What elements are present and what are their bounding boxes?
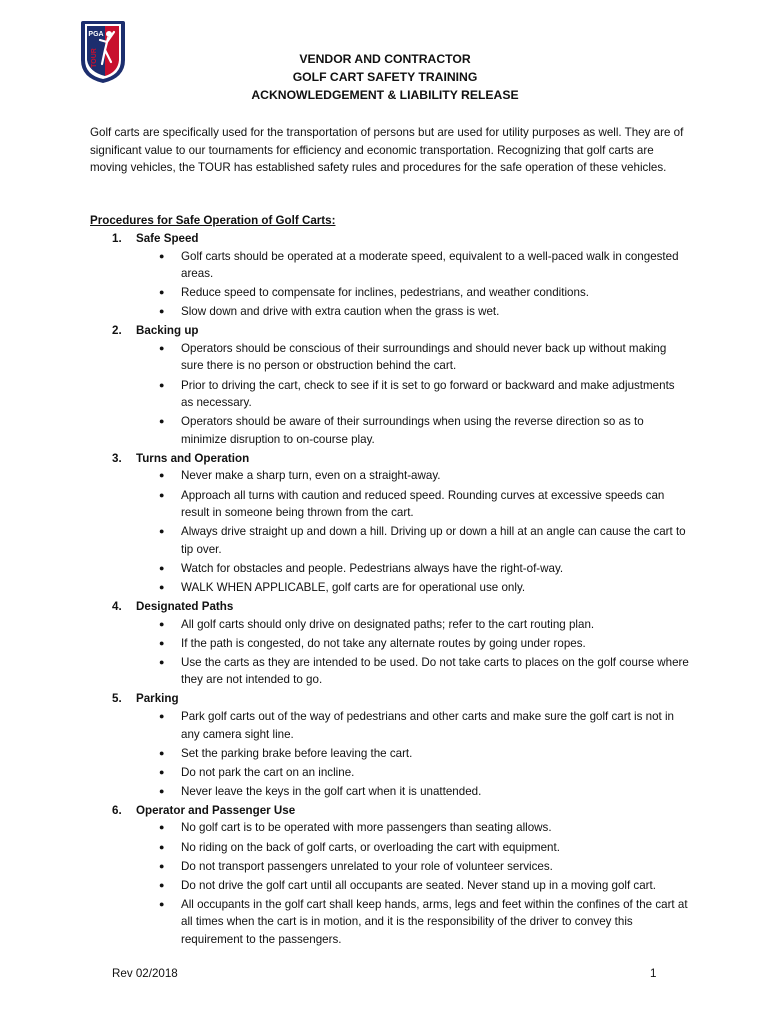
section-title-text: Backing up — [136, 324, 199, 338]
bullet-icon: ● — [159, 860, 165, 871]
section-title-text: Operator and Passenger Use — [136, 803, 296, 817]
bullet-icon: ● — [159, 898, 165, 909]
list-item-text: Set the parking brake before leaving the cart. — [181, 746, 413, 760]
list-item-text: Never leave the keys in the golf cart when it is unattended. — [181, 784, 482, 798]
section-title — [90, 802, 690, 820]
bullet-icon: ● — [159, 618, 165, 629]
section-title — [90, 690, 690, 708]
list-item-text: Approach all turns with caution and reduced speed. Rounding curves at excessive speeds can result in someone being thrown from the cart. — [181, 488, 665, 520]
list-item — [90, 340, 690, 375]
list-item — [90, 413, 690, 448]
title-line-1: VENDOR AND CONTRACTOR — [299, 52, 471, 66]
list-item-text: Do not transport passengers unrelated to your role of volunteer services. — [181, 859, 553, 873]
procedures-heading: Procedures for Safe Operation of Golf Carts: — [90, 214, 336, 227]
list-item-text: Park golf carts out of the way of pedestrians and other carts and make sure the golf cart is not in any camera sight line. — [181, 709, 674, 741]
list-item — [90, 523, 690, 558]
document-title — [0, 50, 770, 104]
bullet-icon: ● — [159, 785, 165, 796]
procedures — [90, 212, 690, 950]
list-item-text: Reduce speed to compensate for inclines, pedestrians, and weather conditions. — [181, 286, 589, 300]
list-item-text: Operators should be conscious of their surroundings and should never back up without making sure there is no person or obstruction behind the cart. — [181, 341, 667, 373]
intro-paragraph: Golf carts are specifically used for the transportation of persons but are used for utility purposes as well. They are of significant value to our tournaments for efficiency and economic transportation. Recognizing that golf carts are moving vehicles, the TOUR has established safety rules and procedures for the safe operation of these vehicles. — [90, 126, 684, 174]
section-2 — [90, 322, 690, 448]
list-item — [90, 896, 690, 949]
bullet-icon: ● — [159, 710, 165, 721]
bullet-list — [90, 616, 690, 689]
section-title-text: Designated Paths — [136, 600, 234, 614]
list-item — [90, 877, 690, 895]
list-item — [90, 783, 690, 801]
section-number: 1. — [112, 232, 122, 245]
section-title — [90, 322, 690, 340]
bullet-icon: ● — [159, 822, 165, 833]
bullet-icon: ● — [159, 489, 165, 500]
bullet-icon: ● — [159, 287, 165, 298]
section-title-text: Turns and Operation — [136, 451, 250, 465]
section-number: 6. — [112, 803, 122, 817]
section-4 — [90, 598, 690, 689]
list-item — [90, 579, 690, 597]
list-item — [90, 467, 690, 485]
bullet-icon: ● — [159, 582, 165, 592]
bullet-list — [90, 248, 690, 321]
list-item-text: If the path is congested, do not take any alternate routes by going under ropes. — [181, 636, 586, 650]
list-item-text: Watch for obstacles and people. Pedestrians always have the right-of-way. — [181, 561, 564, 575]
bullet-icon: ● — [159, 306, 165, 317]
list-item-text: Always drive straight up and down a hill. Driving up or down a hill at an angle can cause the cart to tip over. — [181, 525, 686, 556]
bullet-list — [90, 467, 690, 596]
list-item — [90, 654, 690, 689]
section-title — [90, 230, 690, 248]
list-item — [90, 616, 690, 634]
title-line-3: ACKNOWLEDGEMENT & LIABILITY RELEASE — [251, 88, 519, 102]
logo-tour-text: TOUR — [91, 48, 98, 68]
list-item-text: No golf cart is to be operated with more passengers than seating allows. — [181, 821, 552, 835]
section-title — [90, 598, 690, 616]
list-item-text: Slow down and drive with extra caution when the grass is wet. — [181, 305, 500, 319]
bullet-icon: ● — [159, 526, 165, 537]
footer-revision: Rev 02/2018 — [112, 967, 178, 980]
section-number: 4. — [112, 600, 122, 614]
list-item — [90, 560, 690, 578]
list-item — [90, 248, 690, 283]
list-item-text: No riding on the back of golf carts, or overloading the cart with equipment. — [181, 840, 560, 854]
bullet-icon: ● — [159, 379, 165, 390]
list-item — [90, 303, 690, 321]
section-title-text: Safe Speed — [136, 232, 199, 245]
bullet-icon: ● — [159, 747, 165, 758]
section-5 — [90, 690, 690, 800]
bullet-icon: ● — [159, 656, 165, 667]
bullet-icon: ● — [159, 841, 165, 852]
list-item — [90, 858, 690, 876]
bullet-icon: ● — [159, 637, 165, 648]
list-item — [90, 635, 690, 653]
section-6 — [90, 802, 690, 949]
list-item — [90, 764, 690, 782]
section-number: 5. — [112, 692, 122, 706]
bullet-icon: ● — [159, 766, 165, 777]
footer-page-number: 1 — [650, 967, 657, 980]
list-item — [90, 487, 690, 522]
bullet-icon: ● — [159, 470, 165, 481]
section-number: 3. — [112, 451, 122, 465]
list-item — [90, 377, 690, 412]
bullet-list — [90, 708, 690, 800]
sections-list — [90, 230, 690, 949]
list-item — [90, 839, 690, 857]
section-title — [90, 450, 690, 468]
bullet-icon: ● — [159, 250, 165, 261]
list-item — [90, 819, 690, 837]
list-item-text: Golf carts should be operated at a moderate speed, equivalent to a well-paced walk in congested areas. — [181, 249, 679, 281]
bullet-icon: ● — [159, 342, 165, 353]
bullet-icon: ● — [159, 562, 165, 573]
list-item-text: Never make a sharp turn, even on a straight-away. — [181, 469, 441, 483]
list-item-text: Prior to driving the cart, check to see if it is set to go forward or backward and make adjustments as necessary. — [181, 378, 675, 410]
list-item-text: Do not park the cart on an incline. — [181, 765, 355, 779]
list-item-text: All occupants in the golf cart shall keep hands, arms, legs and feet within the confines of the cart at all times when the cart is in motion, and it is the responsibility of the driver to convey this requirement to the passengers. — [181, 897, 688, 946]
list-item — [90, 745, 690, 763]
list-item-text: All golf carts should only drive on designated paths; refer to the cart routing plan. — [181, 617, 595, 631]
list-item — [90, 708, 690, 743]
section-3 — [90, 450, 690, 597]
bullet-list — [90, 340, 690, 449]
title-line-2: GOLF CART SAFETY TRAINING — [292, 70, 478, 84]
logo-pga-text: PGA — [88, 31, 104, 38]
section-number: 2. — [112, 324, 122, 338]
bullet-list — [90, 819, 690, 948]
bullet-icon: ● — [159, 416, 165, 427]
section-title-text: Parking — [136, 692, 179, 706]
list-item-text: Operators should be aware of their surroundings when using the reverse direction so as to minimize disruption to on-course play. — [181, 415, 644, 446]
list-item-text: Do not drive the golf cart until all occupants are seated. Never stand up in a moving golf cart. — [181, 878, 656, 892]
list-item-text: WALK WHEN APPLICABLE, golf carts are for operational use only. — [181, 581, 526, 594]
list-item — [90, 284, 690, 302]
section-1 — [90, 230, 690, 321]
bullet-icon: ● — [159, 879, 165, 890]
list-item-text: Use the carts as they are intended to be used. Do not take carts to places on the golf course where they are not intended to go. — [181, 655, 689, 687]
